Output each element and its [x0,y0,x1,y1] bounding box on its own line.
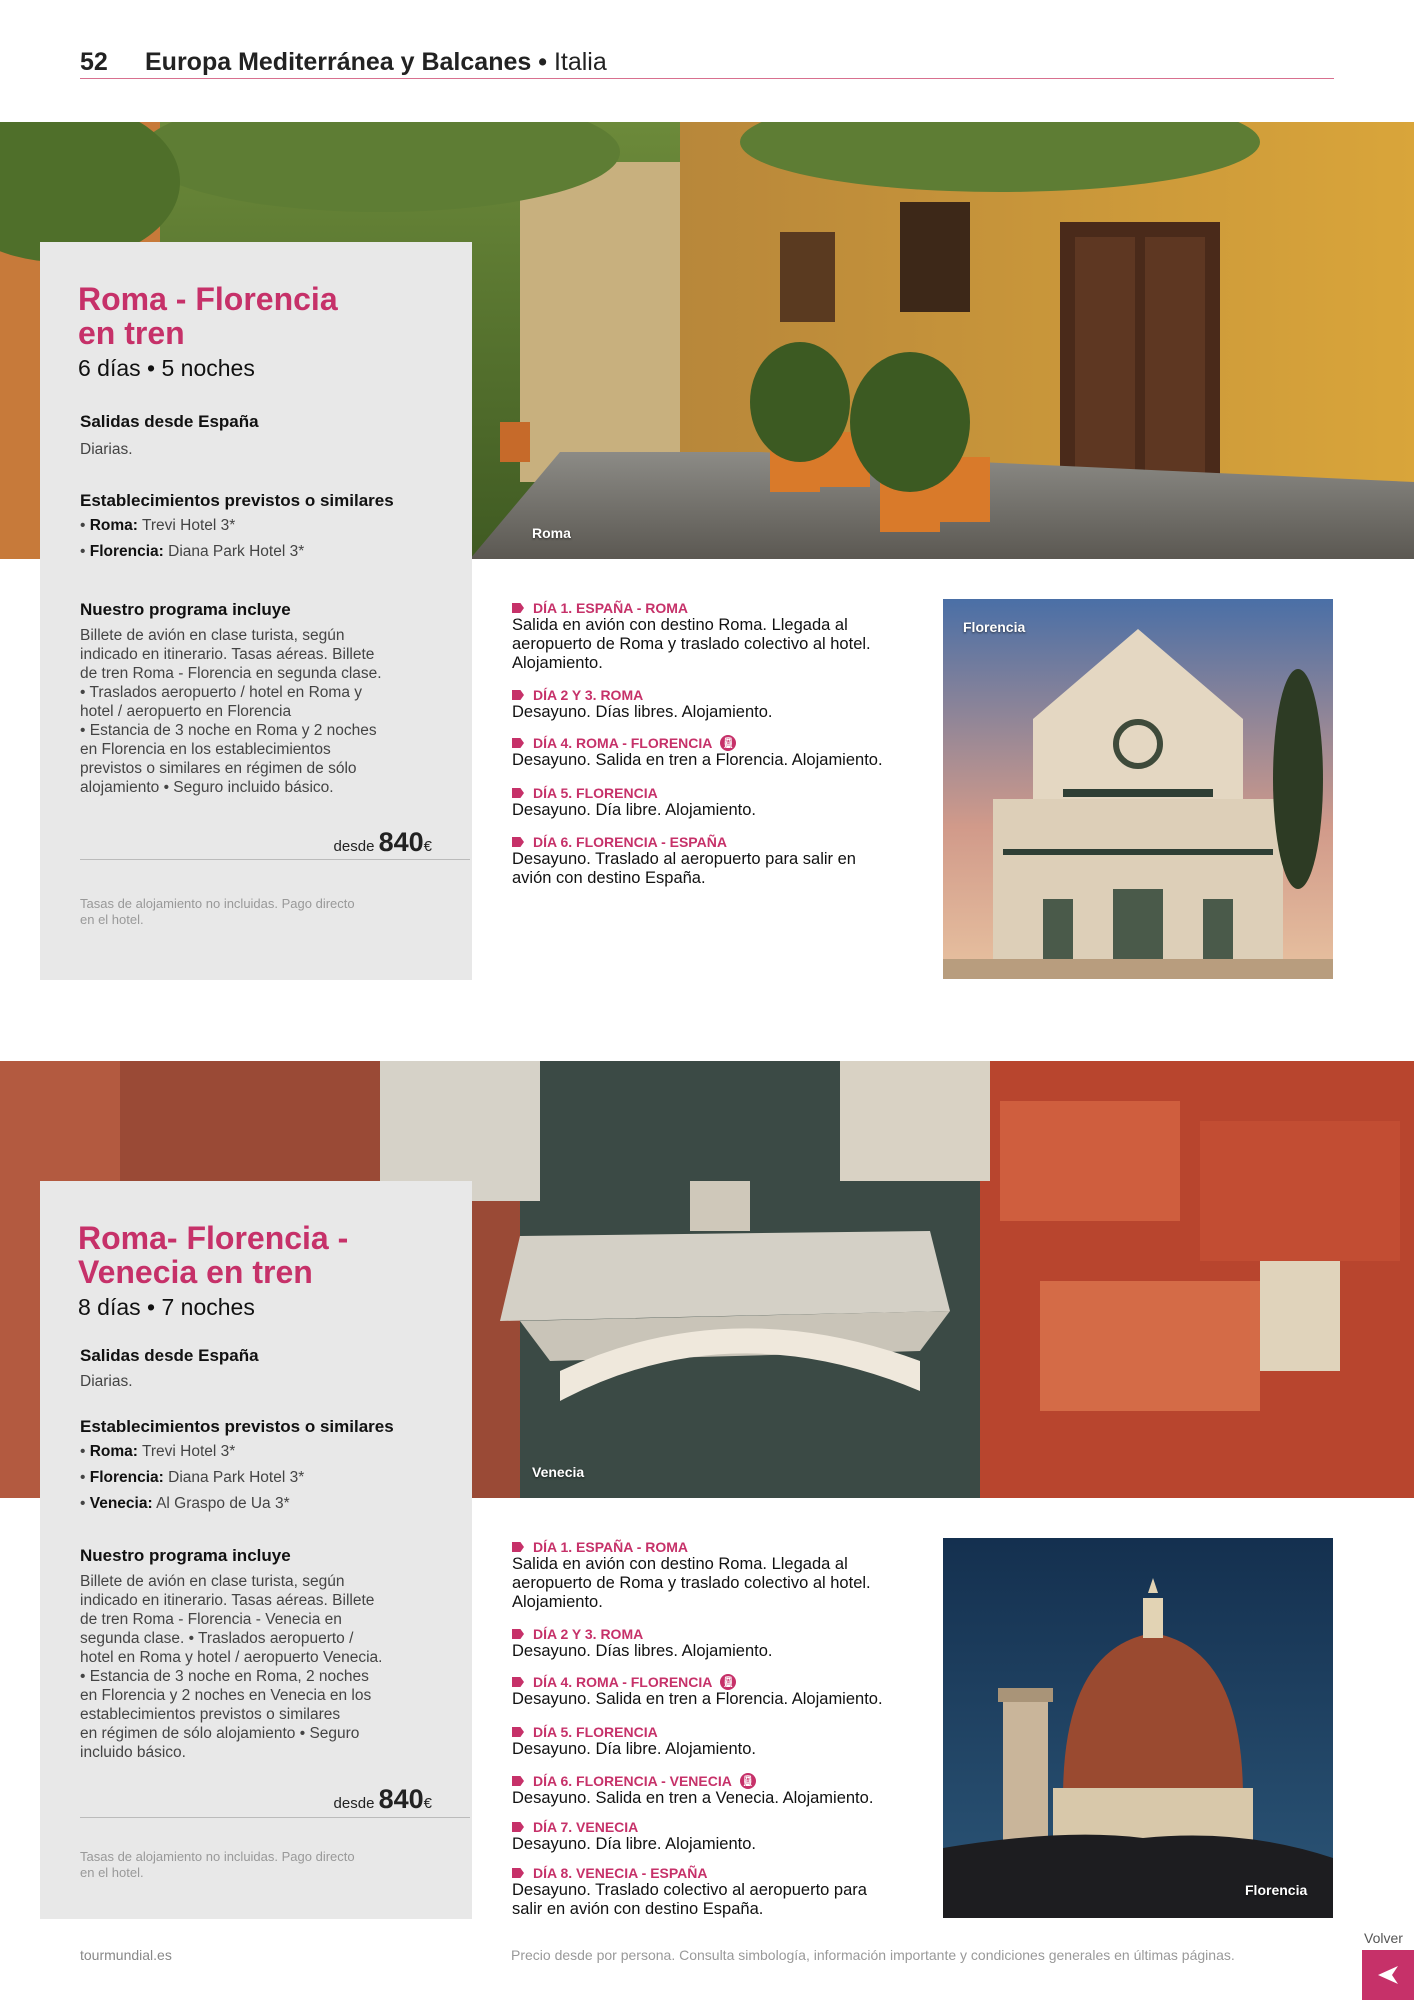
hotel-city: Florencia: [89,543,164,560]
hotel-city: Roma: [89,1443,138,1460]
trip2-hotels-heading: Establecimientos previstos o similares [80,1417,394,1436]
day-heading [512,1819,912,1835]
trip2-day-6 [512,1773,912,1808]
text-line: de tren Roma - Florencia - Venecia en [80,1611,342,1628]
day-text: Desayuno. Salida en tren a Florencia. Alojamiento. [512,1690,883,1708]
price-prefix: desde [333,1795,375,1812]
day-title: DÍA 1. ESPAÑA - ROMA [533,1539,689,1555]
price-amount: 840 [378,827,424,857]
text-line: indicado en itinerario. Tasas aéreas. Billete [80,646,375,663]
trip1-price [334,827,432,858]
trip1-hotels-heading: Establecimientos previstos o similares [80,491,394,510]
text-line: hotel / aeropuerto en Florencia [80,703,292,720]
price-currency: € [423,1795,432,1812]
arrow-marker-icon [512,1542,524,1552]
day-title: DÍA 4. ROMA - FLORENCIA [533,1674,713,1690]
day-text: aeropuerto de Roma y traslado colectivo al hotel. [512,635,871,653]
trip2-departures-text: Diarias. [80,1373,133,1390]
trip2-day-4 [512,1674,912,1709]
text-line: en régimen de sólo alojamiento • Seguro [80,1725,360,1742]
day-text: salir en avión con destino España. [512,1900,764,1918]
day-heading [512,735,912,751]
photo-label-florencia: Florencia [1245,1882,1308,1898]
hotel-name: Diana Park Hotel 3* [168,543,305,560]
day-heading [512,600,912,616]
trip2-title-line2: Venecia en tren [78,1254,313,1290]
trip2-price [334,1784,432,1815]
trip2-day-7 [512,1819,912,1854]
header-separator: • [531,48,554,76]
text-line: • Estancia de 3 noche en Roma y 2 noches [80,722,377,739]
arrow-marker-icon [512,1727,524,1737]
day-title: DÍA 5. FLORENCIA [533,785,658,801]
day-text: aeropuerto de Roma y traslado colectivo al hotel. [512,1574,871,1592]
day-text: Alojamiento. [512,1593,603,1611]
price-amount: 840 [378,1784,424,1814]
florencia-duomo-photo [943,1538,1333,1918]
trip1-title-line1: Roma - Florencia [78,281,338,317]
day-text: Desayuno. Días libres. Alojamiento. [512,703,773,721]
text-line: incluido básico. [80,1744,186,1761]
trip2-departures-heading: Salidas desde España [80,1346,259,1365]
text-line: segunda clase. • Traslados aeropuerto / [80,1630,354,1647]
section-title: Europa Mediterránea y Balcanes [145,48,532,76]
florencia-church-photo [943,599,1333,979]
trip2-title-line1: Roma- Florencia - [78,1220,349,1256]
day-heading [512,1724,912,1740]
trip2-includes-text [80,1572,430,1762]
day-heading [512,1773,912,1789]
trip2-hotel-item: • Roma: Trevi Hotel 3* [80,1443,236,1460]
trip2-hotel-item: • Venecia: Al Graspo de Ua 3* [80,1495,290,1512]
back-label: Volver [1364,1930,1403,1946]
hotel-city: Florencia: [89,1469,164,1486]
trip2-info-panel [40,1181,472,1919]
day-heading [512,1539,912,1555]
day-title: DÍA 4. ROMA - FLORENCIA [533,735,713,751]
hotel-city: Venecia: [89,1495,153,1512]
day-text: Alojamiento. [512,654,603,672]
back-button[interactable] [1362,1950,1414,2000]
arrow-marker-icon [512,1868,524,1878]
text-line: establecimientos previstos o similares [80,1706,341,1723]
arrow-marker-icon [512,603,524,613]
day-text: Desayuno. Días libres. Alojamiento. [512,1642,773,1660]
trip1-day-1 [512,600,912,673]
country-title: Italia [553,48,607,76]
day-text: Desayuno. Traslado al aeropuerto para salir en [512,850,856,868]
text-line: indicado en itinerario. Tasas aéreas. Billete [80,1592,375,1609]
day-title: DÍA 6. FLORENCIA - VENECIA [533,1773,732,1789]
footer-disclaimer: Precio desde por persona. Consulta simbología, información importante y condiciones generales en últimas páginas. [511,1947,1235,1963]
day-heading [512,785,912,801]
text-line: Tasas de alojamiento no incluidas. Pago directo [80,1849,355,1864]
day-title: DÍA 8. VENECIA - ESPAÑA [533,1865,708,1881]
text-line: de tren Roma - Florencia en segunda clase. [80,665,382,682]
arrow-marker-icon [512,1822,524,1832]
trip1-title-line2: en tren [78,315,185,351]
back-arrow-icon [1376,1964,1400,1986]
page-header [145,48,607,77]
day-heading [512,1865,912,1881]
page-number: 52 [80,48,108,76]
text-line: en el hotel. [80,912,144,927]
text-line: • Traslados aeropuerto / hotel en Roma y [80,684,362,701]
trip1-includes-heading: Nuestro programa incluye [80,600,291,619]
day-text: Desayuno. Día libre. Alojamiento. [512,1835,756,1853]
hotel-name: Al Graspo de Ua 3* [156,1495,290,1512]
day-title: DÍA 2 Y 3. ROMA [533,1626,644,1642]
arrow-marker-icon [512,1629,524,1639]
text-line: hotel en Roma y hotel / aeropuerto Venecia. [80,1649,383,1666]
text-line: Billete de avión en clase turista, según [80,627,345,644]
day-text: Salida en avión con destino Roma. Llegada al [512,1555,848,1573]
price-currency: € [423,838,432,855]
trip1-hotel-item: • Roma: Trevi Hotel 3* [80,517,236,534]
price-divider [80,859,470,860]
trip1-duration: 6 días • 5 noches [78,355,255,381]
photo-label-florencia: Florencia [963,619,1026,635]
day-title: DÍA 2 Y 3. ROMA [533,687,644,703]
day-title: DÍA 7. VENECIA [533,1819,639,1835]
day-heading [512,1626,912,1642]
trip1-note [80,896,430,928]
text-line: Tasas de alojamiento no incluidas. Pago directo [80,896,355,911]
arrow-marker-icon [512,837,524,847]
trip1-includes-text [80,626,430,797]
arrow-marker-icon [512,1776,524,1786]
trip1-title [78,282,458,350]
trip1-hotel-item: • Florencia: Diana Park Hotel 3* [80,543,305,560]
day-title: DÍA 5. FLORENCIA [533,1724,658,1740]
arrow-marker-icon [512,1677,524,1687]
header-divider [80,78,1334,79]
website-link[interactable]: tourmundial.es [80,1947,172,1963]
trip2-day-2 [512,1626,912,1661]
trip2-includes-heading: Nuestro programa incluye [80,1546,291,1565]
text-line: • Estancia de 3 noche en Roma, 2 noches [80,1668,369,1685]
trip1-day-2 [512,687,912,722]
text-line: Billete de avión en clase turista, según [80,1573,345,1590]
trip2-note [80,1849,430,1881]
trip1-day-4 [512,735,912,770]
photo-label-roma: Roma [532,525,571,541]
text-line: alojamiento • Seguro incluido básico. [80,779,334,796]
day-text: Desayuno. Día libre. Alojamiento. [512,801,756,819]
hotel-name: Trevi Hotel 3* [142,1443,236,1460]
day-text: Desayuno. Traslado colectivo al aeropuerto para [512,1881,867,1899]
train-icon: 🚆︎ [720,1674,736,1690]
hotel-name: Diana Park Hotel 3* [168,1469,305,1486]
day-heading [512,834,912,850]
text-line: en Florencia en los establecimientos [80,741,331,758]
hotel-city: Roma: [89,517,138,534]
trip1-day-5 [512,785,912,820]
day-title: DÍA 1. ESPAÑA - ROMA [533,600,689,616]
day-heading [512,687,912,703]
hotel-name: Trevi Hotel 3* [142,517,236,534]
trip2-day-1 [512,1539,912,1612]
trip2-day-8 [512,1865,912,1919]
text-line: previstos o similares en régimen de sólo [80,760,357,777]
price-prefix: desde [333,838,375,855]
trip2-duration: 8 días • 7 noches [78,1294,255,1320]
train-icon: 🚆︎ [740,1773,756,1789]
arrow-marker-icon [512,788,524,798]
trip1-departures-text: Diarias. [80,441,133,458]
arrow-marker-icon [512,738,524,748]
text-line: en Florencia y 2 noches en Venecia en los [80,1687,372,1704]
price-divider [80,1817,470,1818]
trip1-info-panel [40,242,472,980]
train-icon: 🚆︎ [720,735,736,751]
trip2-day-5 [512,1724,912,1759]
day-title: DÍA 6. FLORENCIA - ESPAÑA [533,834,727,850]
day-text: Salida en avión con destino Roma. Llegada al [512,616,848,634]
trip2-hotel-item: • Florencia: Diana Park Hotel 3* [80,1469,305,1486]
trip1-day-6 [512,834,912,888]
day-heading [512,1674,912,1690]
day-text: Desayuno. Salida en tren a Florencia. Alojamiento. [512,751,883,769]
arrow-marker-icon [512,690,524,700]
trip2-title [78,1221,458,1289]
trip1-departures-heading: Salidas desde España [80,412,259,431]
day-text: Desayuno. Día libre. Alojamiento. [512,1740,756,1758]
day-text: Desayuno. Salida en tren a Venecia. Alojamiento. [512,1789,874,1807]
text-line: en el hotel. [80,1865,144,1880]
day-text: avión con destino España. [512,869,706,887]
photo-label-venecia: Venecia [532,1464,585,1480]
